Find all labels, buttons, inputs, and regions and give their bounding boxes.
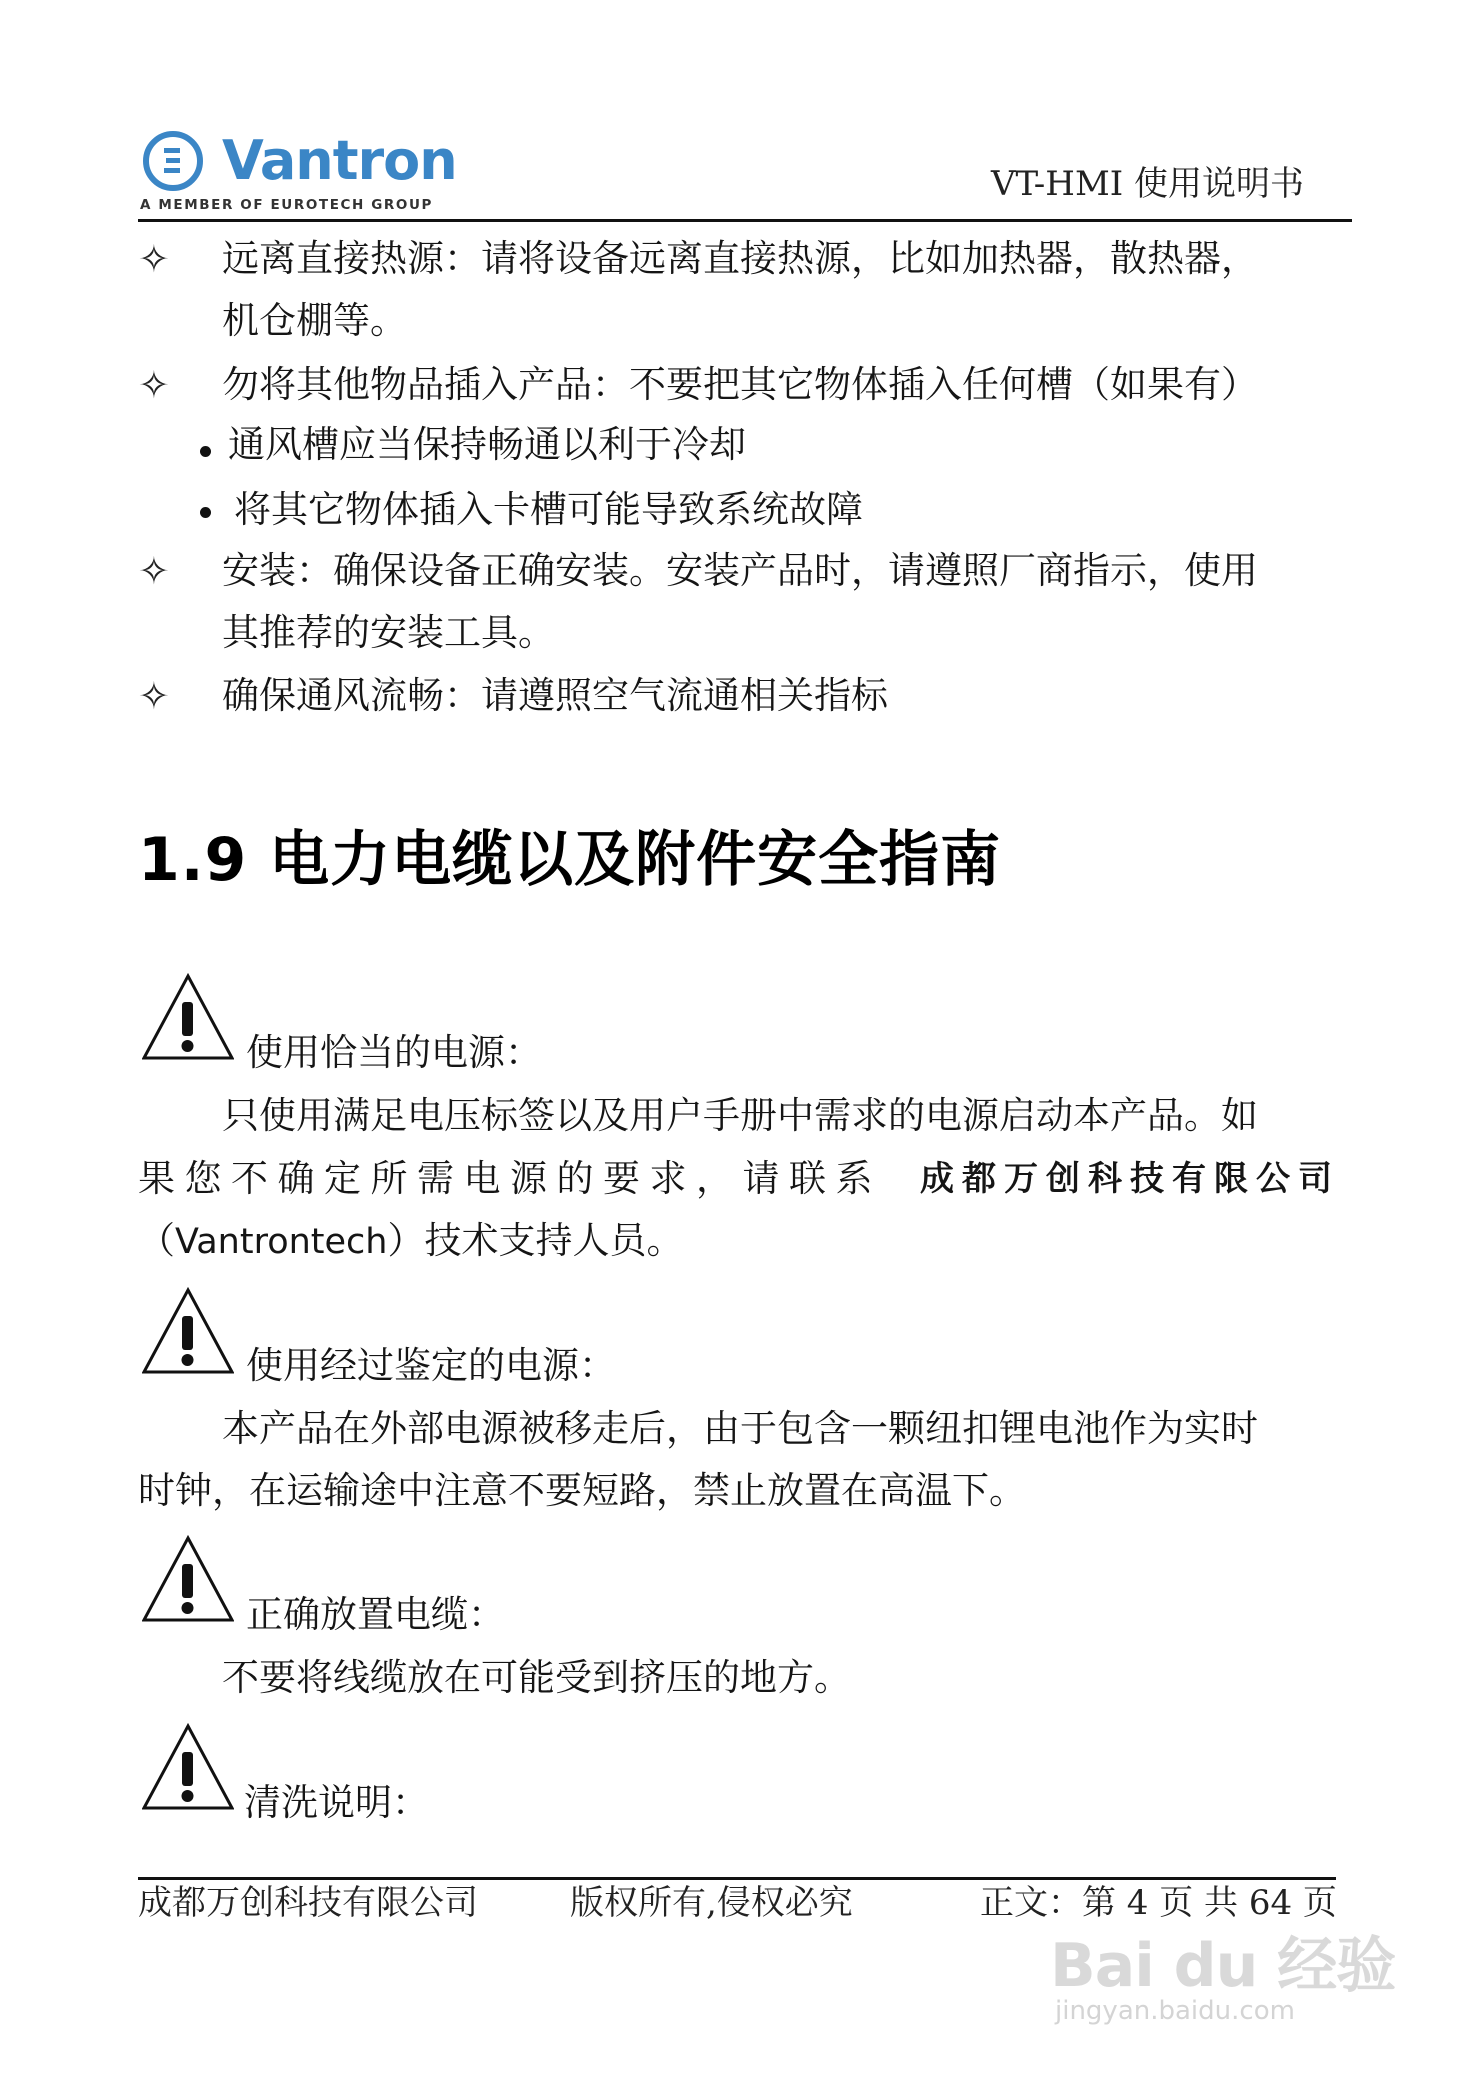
paragraph-line: 时钟，在运输途中注意不要短路，禁止放置在高温下。: [138, 1469, 1026, 1512]
paragraph-line: 不要将线缆放在可能受到挤压的地方。: [222, 1656, 851, 1699]
list-item-text: 安装：确保设备正确安装。安装产品时，请遵照厂商指示，使用: [222, 549, 1258, 592]
list-marker: ✧: [138, 363, 170, 407]
company-logo: [140, 128, 457, 218]
list-marker: ✧: [138, 237, 170, 281]
logo-name: Vantron: [222, 129, 457, 192]
paragraph-line: 只使用满足电压标签以及用户手册中需求的电源启动本产品。如: [222, 1094, 1258, 1137]
list-item-text: 其推荐的安装工具。: [222, 611, 555, 654]
list-marker: ✧: [138, 549, 170, 593]
warning-label: 使用恰当的电源：: [246, 1031, 542, 1074]
paragraph-line: 本产品在外部电源被移走后，由于包含一颗纽扣锂电池作为实时: [222, 1407, 1258, 1450]
warning-triangle-icon: [142, 972, 234, 1062]
warning-label: 清洗说明：: [244, 1781, 429, 1824]
list-item-text: 通风槽应当保持畅通以利于冷却: [228, 423, 746, 466]
warning-label: 正确放置电缆：: [246, 1593, 505, 1636]
bullet-icon: [200, 507, 211, 518]
vantron-logo-icon: [140, 128, 210, 198]
warning-triangle-icon: [142, 1722, 234, 1812]
warning-triangle-icon: [142, 1286, 234, 1376]
bullet-icon: [200, 446, 211, 457]
baidu-watermark-logo: Bai du 经验: [1050, 1931, 1396, 2001]
footer-page-info: 正文：第 4 页 共 64 页: [980, 1883, 1337, 1923]
warning-label: 使用经过鉴定的电源：: [246, 1344, 616, 1387]
paragraph-text: ）技术支持人员。: [387, 1219, 684, 1262]
document-title: VT-HMI 使用说明书: [990, 164, 1304, 204]
paragraph-text: 果您不确定所需电源的要求，请联系: [138, 1157, 882, 1200]
list-item-text: 确保通风流畅：请遵照空气流通相关指标: [222, 674, 888, 717]
footer-company: 成都万创科技有限公司: [138, 1883, 478, 1923]
footer-copyright: 版权所有,侵权必究: [570, 1883, 853, 1923]
paragraph-line: [138, 1156, 1340, 1202]
brand-name: Vantrontech: [175, 1222, 388, 1262]
baidu-watermark-url: jingyan.baidu.com: [1055, 1996, 1295, 2026]
paragraph-line: [138, 1218, 683, 1265]
list-marker: ✧: [138, 674, 170, 718]
section-heading: 1.9 电力电缆以及附件安全指南: [138, 825, 1002, 895]
paren-open: （: [138, 1219, 175, 1262]
warning-triangle-icon: [142, 1534, 234, 1624]
list-item-text: 远离直接热源：请将设备远离直接热源，比如加热器，散热器，: [222, 237, 1258, 280]
company-name: 成都万创科技有限公司: [920, 1159, 1340, 1199]
logo-tagline: A MEMBER OF EUROTECH GROUP: [140, 197, 434, 213]
header-rule: [138, 219, 1352, 222]
list-item-text: 勿将其他物品插入产品：不要把其它物体插入任何槽（如果有）: [222, 363, 1258, 406]
list-item-text: 将其它物体插入卡槽可能导致系统故障: [234, 488, 863, 531]
list-item-text: 机仓棚等。: [222, 299, 407, 342]
